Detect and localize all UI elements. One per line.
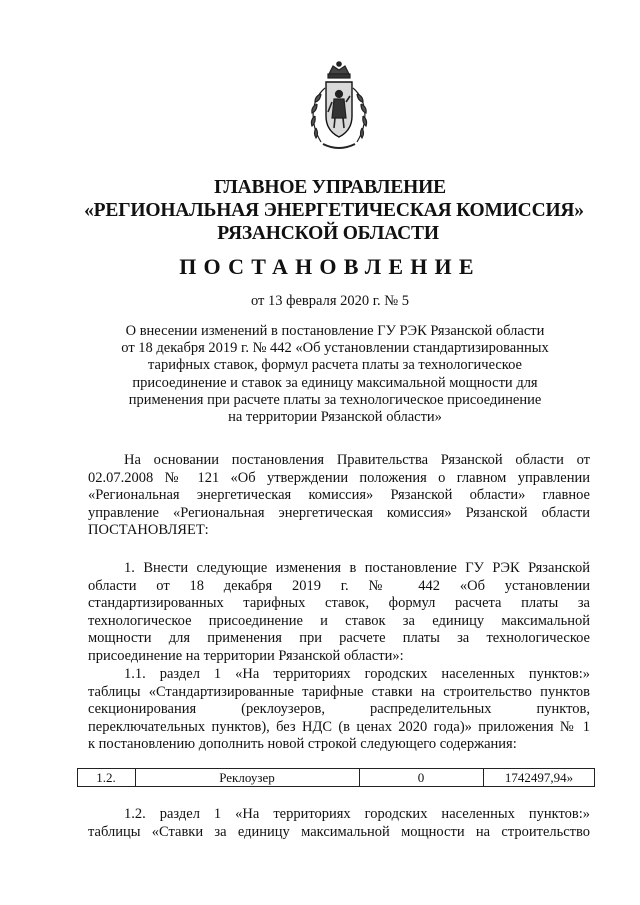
subject-line: присоединение и ставок за единицу максимальной мощности для — [132, 374, 538, 391]
paragraph-line: области от 18 декабря 2019 г. № 442 «Об установлении — [88, 577, 590, 594]
table-cell-border — [594, 769, 595, 786]
document-date-number: от 13 февраля 2020 г. № 5 — [250, 293, 410, 309]
subject-line: применения при расчете платы за технологическое присоединение — [128, 391, 542, 408]
subject-line: О внесении изменений в постановление ГУ РЭК Рязанской области — [125, 323, 545, 339]
basis-paragraph — [88, 452, 590, 540]
paragraph-line: таблицы «Стандартизированные тарифные ставки на строительство пунктов — [88, 683, 590, 700]
paragraph-line: 1.1. раздел 1 «На территориях городских населенных пунктов:» — [124, 666, 590, 682]
paragraph-line: присоединение на территории Рязанской области»: — [88, 647, 404, 664]
coat-of-arms-emblem — [303, 60, 375, 156]
item-1-2-paragraph — [88, 806, 590, 841]
table-cell-number: 1.2. — [96, 770, 116, 785]
paragraph-line: технологическое присоединение и ставок за единицу максимальной — [88, 612, 590, 629]
subject-line: тарифных ставок, формул расчета платы за технологическое — [148, 357, 522, 374]
document-subject — [100, 323, 570, 426]
org-name-line-1: ГЛАВНОЕ УПРАВЛЕНИЕ — [214, 177, 446, 198]
document-type-title: ПОСТАНОВЛЕНИЕ — [179, 254, 481, 279]
tariff-table-row — [77, 768, 595, 787]
paragraph-line: 02.07.2008 № 121 «Об утверждении положения о главном управлении — [88, 469, 590, 486]
paragraph-line: к постановлению дополнить новой строкой следующего содержания: — [88, 736, 517, 752]
paragraph-line: ПОСТАНОВЛЯЕТ: — [88, 522, 209, 538]
table-cell-value: 1742497,94» — [504, 770, 574, 785]
org-name-line-3: РЯЗАНСКОЙ ОБЛАСТИ — [217, 223, 439, 244]
paragraph-line: таблицы «Ставки за единицу максимальной мощности на строительство — [88, 823, 590, 840]
paragraph-line: секционирования (реклоузеров, распределительных пунктов, — [88, 701, 590, 717]
paragraph-line: 1.2. раздел 1 «На территориях городских населенных пунктов:» — [124, 806, 590, 822]
org-name-line-2: «РЕГИОНАЛЬНАЯ ЭНЕРГЕТИЧЕСКАЯ КОМИССИЯ» — [84, 200, 584, 221]
paragraph-line: стандартизированных тарифных ставок, формул расчета платы за — [88, 595, 590, 611]
subject-line: на территории Рязанской области» — [228, 409, 442, 426]
item-1-1-paragraph — [88, 666, 590, 754]
table-cell-name: Реклоузер — [219, 770, 275, 785]
paragraph-line: управление «Региональная энергетическая комиссия» Рязанской области — [88, 504, 590, 521]
paragraph-line: мощности для применения при расчете платы за технологическое — [88, 630, 590, 646]
paragraph-line: На основании постановления Правительства Рязанской области от — [124, 452, 590, 468]
paragraph-line: 1. Внести следующие изменения в постановление ГУ РЭК Рязанской — [124, 560, 590, 576]
table-cell-quantity: 0 — [417, 770, 425, 785]
paragraph-line: «Региональная энергетическая комиссия» Рязанской области» главное — [88, 487, 590, 503]
subject-line: от 18 декабря 2019 г. № 442 «Об установлении стандартизированных — [121, 340, 549, 357]
paragraph-line: переключательных пунктов), без НДС (в ценах 2020 года)» приложения № 1 — [88, 718, 590, 735]
item-1-paragraph — [88, 560, 590, 665]
